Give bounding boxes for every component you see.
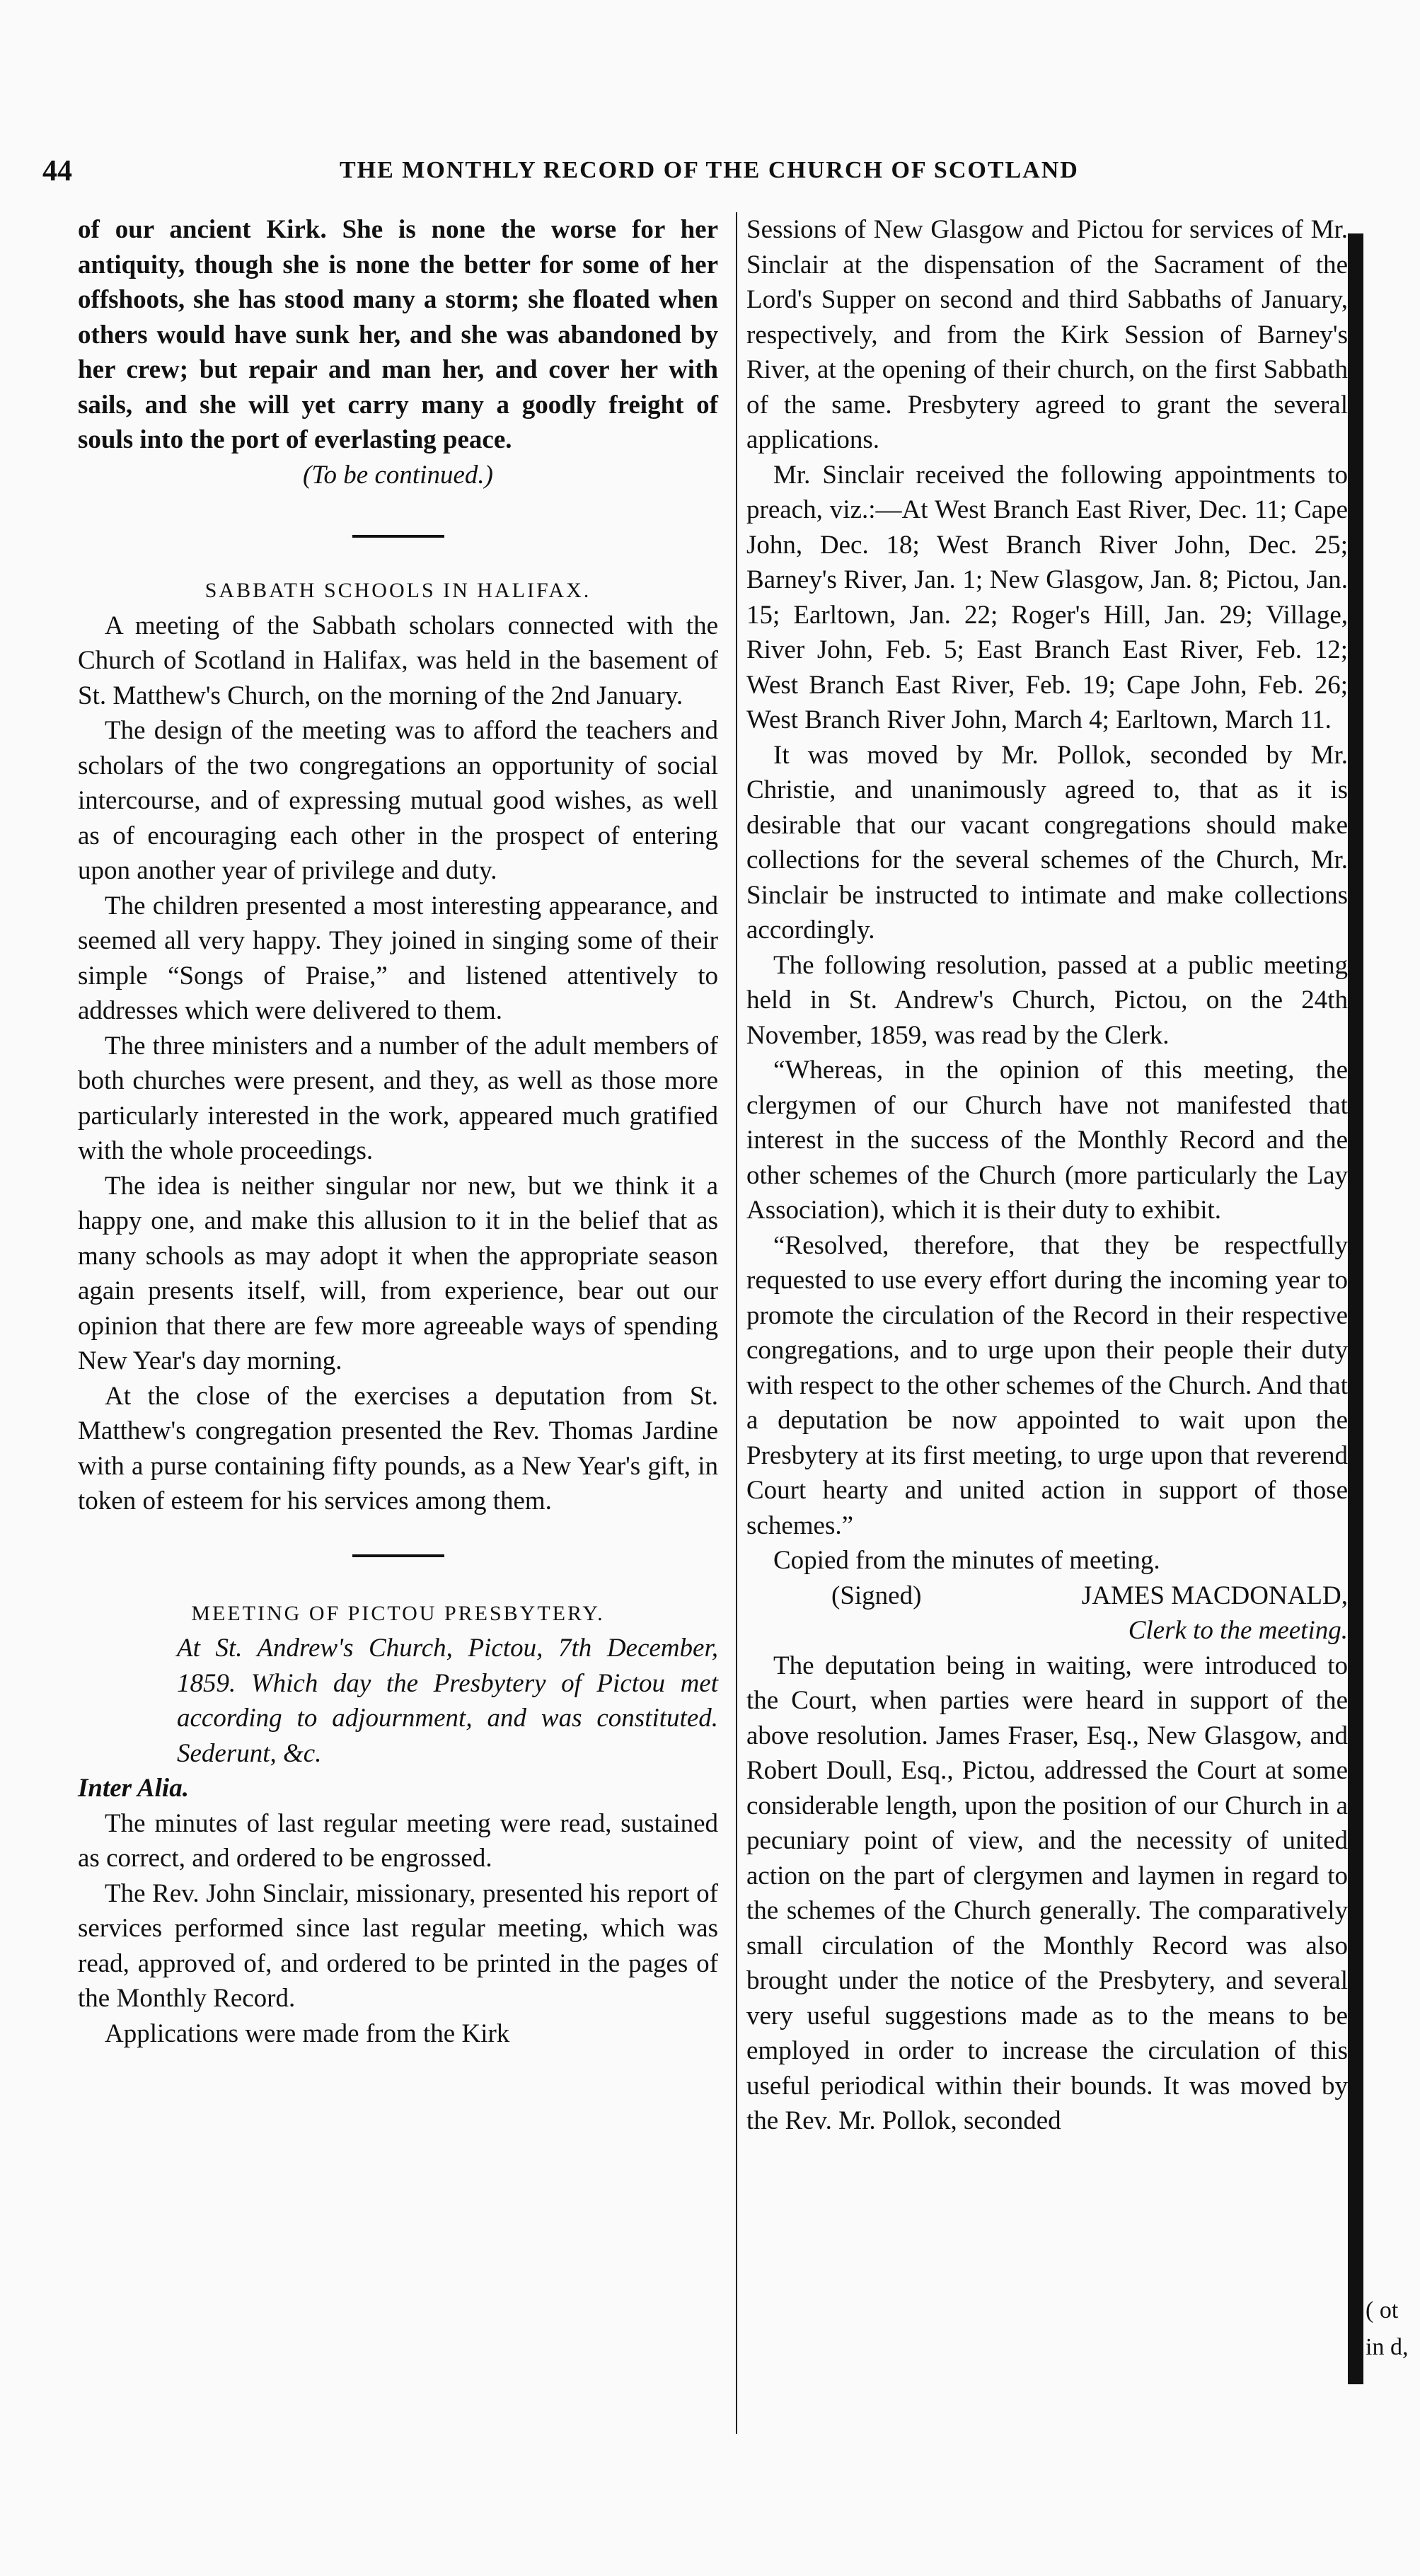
paragraph: of our ancient Kirk. She is none the worse for her antiquity, though she is none the better for some of her offshoots, she has stood many a storm; she floated when others would have sunk her, and she was abandoned by her crew; but repair and man her, and cover her with sails, and she will yet carry many a goodly freight of souls into the port of everlasting peace. <box>78 215 718 454</box>
running-title: THE MONTHLY RECORD OF THE CHURCH OF SCOTLAND <box>340 157 1079 183</box>
paragraph: The following resolution, passed at a public meeting held in St. Andrew's Church, Pictou, on the 24th November, 1859, was read by the Clerk. <box>746 950 1348 1050</box>
paragraph: Copied from the minutes of meeting. <box>773 1546 1160 1575</box>
section-heading: MEETING OF PICTOU PRESBYTERY. <box>191 1601 605 1625</box>
section-heading: SABBATH SCHOOLS IN HALIFAX. <box>204 579 591 602</box>
continued-note: (To be continued.) <box>303 460 493 490</box>
paragraph: Mr. Sinclair received the following appointments to preach, viz.:—At West Branch East River, Dec. 11; Cape John, Dec. 18; West Branch River John, Dec. 25; Barney's River, Jan. 1; New Glasgow, Jan. 8; Pictou, Jan. 15; Earltown, Jan. 22; Roger's Hill, Jan. 29; Village, River John, Feb. 5; East Branch East River, Feb. 12; West Branch East River, Feb. 19; Cape John, Feb. 26; West Branch River John, March 4; Earltown, March 11. <box>746 460 1348 734</box>
paragraph: Sessions of New Glasgow and Pictou for services of Mr. Sinclair at the dispensation of the Sacrament of the Lord's Supper on second and third Sabbaths of January, respectively, and from the Kirk Session of Barney's River, at the opening of their church, on the first Sabbath of the same. Presbytery agreed to grant the several applications. <box>746 215 1348 454</box>
page-number: 44 <box>42 155 72 187</box>
signed-label: (Signed) <box>831 1581 922 1610</box>
paragraph: The idea is neither singular nor new, but we think it a happy one, and make this allusion to it in the belief that as many schools as may adopt it when the appropriate season again presents itself, will, from experience, bear out our opinion that there are few more agreeable ways of spending New Year's day morning. <box>78 1171 718 1375</box>
paragraph: “Resolved, therefore, that they be respectfully requested to use every effort during the incoming year to promote the circulation of the Record in their respective congregations, and to urge upon their people their duty with respect to the other schemes of the Church. And that a deputation be now appointed to wait upon the Presbytery at its first meeting, to urge upon that reverend Court hearty and united action in support of those schemes.” <box>746 1230 1348 1540</box>
left-column <box>78 212 718 2051</box>
page-header <box>42 154 1373 197</box>
binding-shadow <box>1348 233 1363 2384</box>
paragraph: The minutes of last regular meeting were read, sustained as correct, and ordered to be engrossed. <box>78 1808 718 1873</box>
signer-name: JAMES MACDONALD, <box>1081 1581 1348 1610</box>
paragraph: Applications were made from the Kirk <box>105 2018 510 2048</box>
signer-title: Clerk to the meeting. <box>1128 1616 1348 1645</box>
paragraph: It was moved by Mr. Pollok, seconded by Mr. Christie, and unanimously agreed to, that as it is desirable that our vacant congregations should make collections for the several schemes of the Church, Mr. Sinclair be instructed to intimate and make collections accordingly. <box>746 740 1348 945</box>
inter-alia: Inter Alia. <box>78 1774 189 1803</box>
paragraph: The children presented a most interesting appearance, and seemed all very happy. They joined in singing some of their simple “Songs of Praise,” and listened attentively to addresses which were delivered to them. <box>78 891 718 1025</box>
paragraph: At the close of the exercises a deputation from St. Matthew's congregation presented the Rev. Thomas Jardine with a purse containing fifty pounds, as a New Year's gift, in token of esteem for his services among them. <box>78 1381 718 1515</box>
paragraph: The design of the meeting was to afford the teachers and scholars of the two congregations an opportunity of social intercourse, and of expressing mutual good wishes, as well as of encouraging each other in the prospect of entering upon another year of privilege and duty. <box>78 716 718 885</box>
right-column <box>746 212 1348 2139</box>
meeting-preamble: At St. Andrew's Church, Pictou, 7th December, 1859. Which day the Presbytery of Pictou met according to adjournment, and was constituted. Sederunt, &c. <box>177 1634 718 1768</box>
paragraph: The deputation being in waiting, were introduced to the Court, when parties were heard in support of the above resolution. James Fraser, Esq., New Glasgow, and Robert Doull, Esq., Pictou, addressed the Court at some considerable length, upon the position of our Church in a pecuniary point of view, and the necessity of united action on the part of clergymen and laymen in regard to the schemes of the Church generally. The comparatively small circulation of the Monthly Record was also brought under the notice of the Presbytery, and several very useful suggestions made as to the means to be employed in order to increase the circulation of this useful periodical within their bounds. It was moved by the Rev. Mr. Pollok, seconded <box>746 1651 1348 2135</box>
paragraph: “Whereas, in the opinion of this meeting, the clergymen of our Church have not manifested that interest in the success of the Monthly Record and the other schemes of the Church (more particularly the Lay Association), which it is their duty to exhibit. <box>746 1056 1348 1225</box>
paragraph: The Rev. John Sinclair, missionary, presented his report of services performed since last regular meeting, which was read, approved of, and ordered to be printed in the pages of the Monthly Record. <box>78 1878 718 2013</box>
margin-marks: ( ot in d, <box>1366 2297 1409 2360</box>
paragraph: A meeting of the Sabbath scholars connected with the Church of Scotland in Halifax, was held in the basement of St. Matthew's Church, on the morning of the 2nd January. <box>78 611 718 710</box>
signature-line <box>746 1578 1348 1614</box>
column-divider <box>736 212 737 2434</box>
paragraph: The three ministers and a number of the adult members of both churches were present, and they, as well as those more particularly interested in the work, appeared much gratified with the whole proceedings. <box>78 1031 718 1165</box>
